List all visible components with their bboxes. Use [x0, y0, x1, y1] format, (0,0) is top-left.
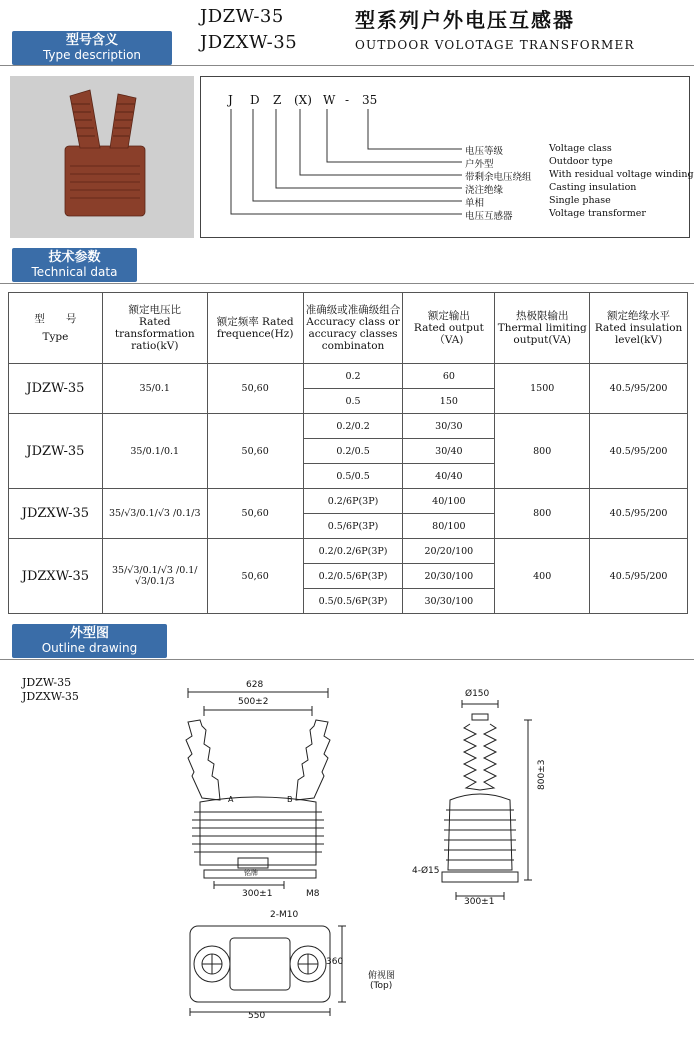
code-letter: J [228, 93, 233, 107]
header-ratio: 额定电压比 Rated transformation ratio(kV) [102, 293, 207, 364]
table-header-row [9, 293, 688, 364]
dim-label: 550 [248, 1011, 266, 1021]
code-letter: W [323, 93, 336, 107]
cell-accuracy: 0.2/0.5/6P(3P) [303, 564, 403, 589]
divider [0, 65, 694, 66]
legend-en: Casting insulation [549, 182, 637, 193]
table-row [9, 539, 688, 564]
cell-accuracy: 0.2/6P(3P) [303, 489, 403, 514]
cell-ratio: 35/0.1 [102, 364, 207, 414]
cell-output: 30/30/100 [403, 589, 495, 614]
top-view-drawing [180, 912, 360, 1022]
drawing-model-2: JDZXW-35 [22, 690, 79, 703]
cell-type: JDZXW-35 [9, 489, 103, 539]
divider [0, 659, 694, 660]
cell-type: JDZXW-35 [9, 539, 103, 614]
dim-label: 500±2 [238, 697, 269, 707]
cell-output: 20/30/100 [403, 564, 495, 589]
section-label-zh: 技术参数 [48, 250, 101, 265]
legend-en: Outdoor type [549, 156, 613, 167]
table-row [9, 489, 688, 514]
terminal-label: B [287, 795, 293, 804]
code-letter: Z [273, 93, 282, 107]
section-label-en: Technical data [31, 265, 118, 279]
header-frequency: 额定频率 Rated frequence(Hz) [207, 293, 303, 364]
legend-zh: 单相 [465, 198, 485, 209]
product-photo [10, 76, 194, 238]
cell-thermal: 1500 [495, 364, 590, 414]
cell-thermal: 400 [495, 539, 590, 614]
table-row [9, 414, 688, 439]
dim-label: 4-Ø15 [412, 866, 440, 876]
legend-zh: 户外型 [465, 159, 494, 170]
header-insulation: 额定绝缘水平 Rated insulation level(kV) [590, 293, 688, 364]
dim-label: 628 [246, 680, 264, 690]
legend-en: Voltage transformer [549, 208, 646, 219]
top-view-label-en: (Top) [370, 981, 393, 991]
model-title-1: JDZW-35 [200, 6, 284, 27]
technical-data-table [8, 292, 688, 614]
cell-frequency: 50,60 [207, 539, 303, 614]
top-view-label-zh: 俯视图 [368, 971, 396, 981]
header-type: 型 号 Type [9, 293, 103, 364]
code-letter: 35 [362, 93, 378, 107]
code-letter: - [345, 93, 350, 107]
cell-output: 150 [403, 389, 495, 414]
dim-label: 2-M10 [270, 910, 299, 920]
code-leader-lines [200, 76, 470, 236]
legend-en: Voltage class [549, 143, 612, 154]
header-output: 额定输出 Rated output（VA) [403, 293, 495, 364]
section-outline-drawing [12, 624, 167, 658]
section-label-zh: 外型图 [69, 626, 109, 641]
cell-thermal: 800 [495, 489, 590, 539]
drawing-model-1: JDZW-35 [22, 676, 72, 689]
cell-ratio: 35/0.1/0.1 [102, 414, 207, 489]
dim-label: 300±1 [464, 897, 495, 907]
cell-insulation: 40.5/95/200 [590, 539, 688, 614]
section-label-en: Outline drawing [41, 641, 138, 655]
legend-zh: 浇注绝缘 [465, 185, 504, 196]
cell-thermal: 800 [495, 414, 590, 489]
dim-label: 800±3 [537, 759, 547, 790]
header-thermal: 热极限输出 Thermal limiting output(VA) [495, 293, 590, 364]
cell-accuracy: 0.2 [303, 364, 403, 389]
cell-output: 80/100 [403, 514, 495, 539]
legend-en: With residual voltage winding [549, 169, 694, 180]
cell-frequency: 50,60 [207, 414, 303, 489]
table-row [9, 364, 688, 389]
cell-output: 20/20/100 [403, 539, 495, 564]
divider [0, 283, 694, 284]
cell-frequency: 50,60 [207, 489, 303, 539]
terminal-label: A [228, 795, 234, 804]
cell-type: JDZW-35 [9, 414, 103, 489]
cell-type: JDZW-35 [9, 364, 103, 414]
section-technical-data [12, 248, 137, 282]
cell-accuracy: 0.5/6P(3P) [303, 514, 403, 539]
header-accuracy: 准确级或准确级组合 Accuracy class or accuracy classes combinaton [303, 293, 403, 364]
cell-ratio: 35/√3/0.1/√3 /0.1/√3/0.1/3 [102, 539, 207, 614]
section-label-zh: 型号含义 [65, 33, 118, 48]
cell-accuracy: 0.2/0.2 [303, 414, 403, 439]
legend-en: Single phase [549, 195, 611, 206]
legend-zh: 电压互感器 [465, 211, 513, 222]
model-title-2: JDZXW-35 [200, 32, 298, 53]
legend-zh: 带剩余电压绕组 [465, 172, 532, 183]
cell-accuracy: 0.2/0.5 [303, 439, 403, 464]
side-view-drawing [420, 690, 540, 910]
cell-accuracy: 0.5/0.5/6P(3P) [303, 589, 403, 614]
cell-output: 40/40 [403, 464, 495, 489]
cell-accuracy: 0.2/0.2/6P(3P) [303, 539, 403, 564]
page-title-zh: 型系列户外电压互感器 [355, 8, 575, 32]
front-view-drawing [180, 680, 340, 910]
cell-insulation: 40.5/95/200 [590, 489, 688, 539]
dim-label: M8 [306, 889, 320, 899]
section-type-description [12, 31, 172, 65]
cell-insulation: 40.5/95/200 [590, 414, 688, 489]
dim-label: Ø150 [465, 689, 490, 699]
cell-accuracy: 0.5/0.5 [303, 464, 403, 489]
code-letter: (X) [294, 93, 312, 107]
nameplate-label: 铭牌 [244, 869, 258, 877]
cell-output: 40/100 [403, 489, 495, 514]
code-letter: D [250, 93, 260, 107]
cell-output: 30/30 [403, 414, 495, 439]
cell-output: 60 [403, 364, 495, 389]
cell-ratio: 35/√3/0.1/√3 /0.1/3 [102, 489, 207, 539]
cell-frequency: 50,60 [207, 364, 303, 414]
section-label-en: Type description [42, 48, 142, 62]
dim-label: 360 [326, 957, 344, 967]
page-title-en: OUTDOOR VOLOTAGE TRANSFORMER [355, 38, 635, 52]
legend-zh: 电压等级 [465, 146, 504, 157]
cell-insulation: 40.5/95/200 [590, 364, 688, 414]
cell-accuracy: 0.5 [303, 389, 403, 414]
cell-output: 30/40 [403, 439, 495, 464]
dim-label: 300±1 [242, 889, 273, 899]
